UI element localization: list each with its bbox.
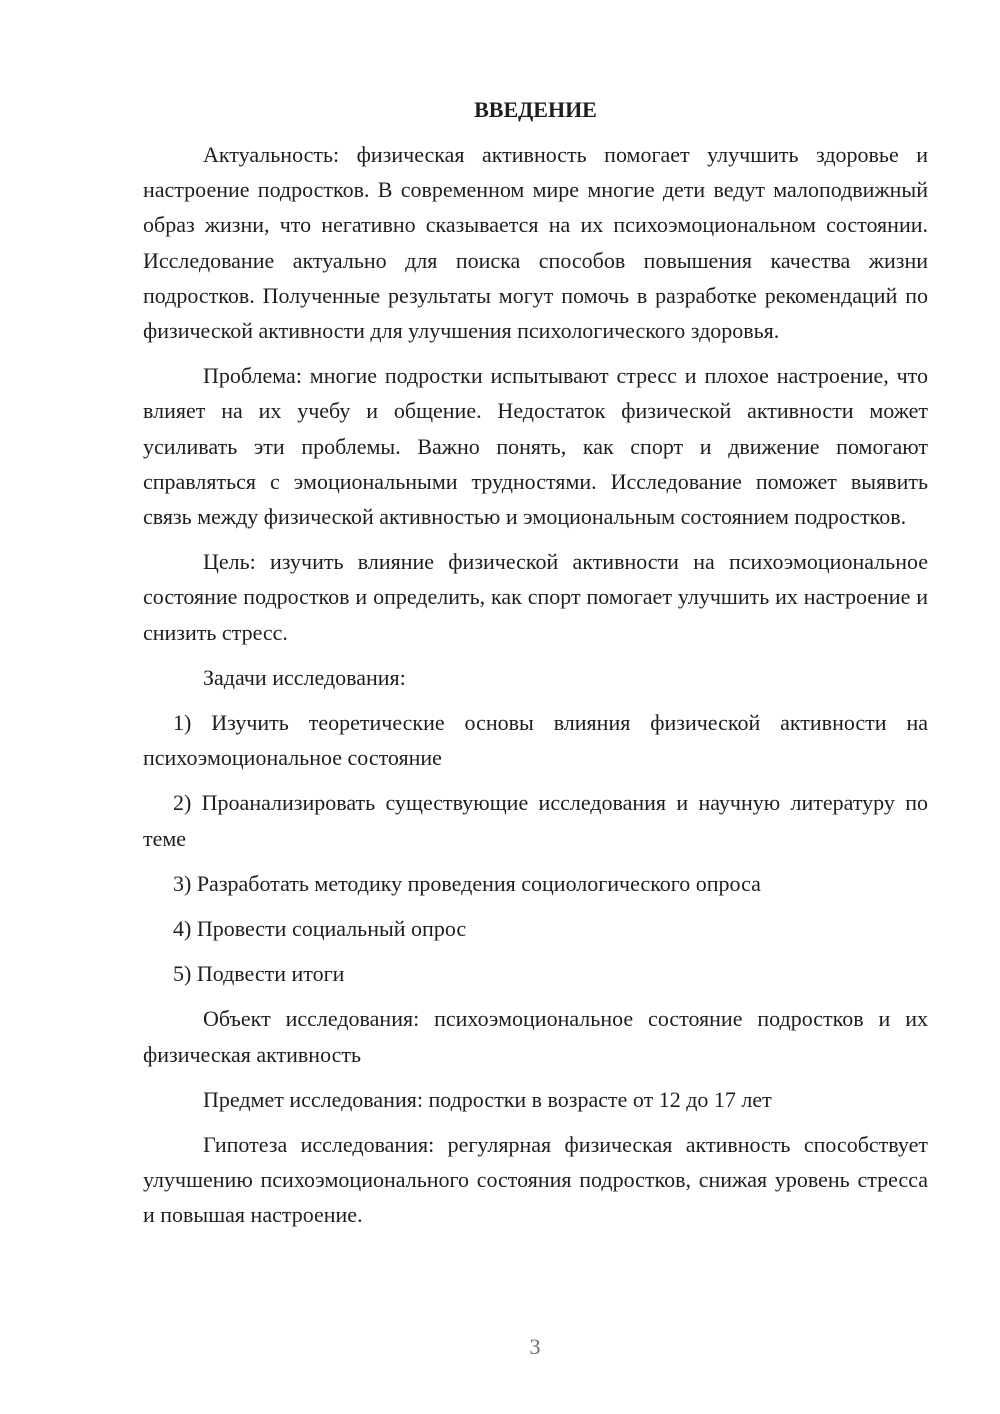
object-paragraph: Объект исследования: психоэмоциональное состояние подростков и их физическая активность [143,1006,928,1067]
list-item: 3) Разработать методику проведения социологического опроса [173,870,761,896]
list-item: 1) Изучить теоретические основы влияния физической активности на психоэмоциональное состояние [143,710,928,771]
list-item: 2) Проанализировать существующие исследования и научную литературу по теме [143,790,928,851]
hypothesis-paragraph: Гипотеза исследования: регулярная физическая активность способствует улучшению психоэмоционального состояния подростков, снижая уровень стресса и повышая настроение. [143,1132,928,1228]
goal-paragraph: Цель: изучить влияние физической активности на психоэмоциональное состояние подростков и определить, как спорт помогает улучшить их настроение и снизить стресс. [143,549,928,645]
tasks-list [143,705,928,991]
list-item: 4) Провести социальный опрос [173,916,467,942]
subject-paragraph: Предмет исследования: подростки в возрасте от 12 до 17 лет [203,1086,772,1112]
relevance-paragraph: Актуальность: физическая активность помогает улучшить здоровье и настроение подростков. В современном мире многие дети ведут малоподвижный образ жизни, что негативно сказывается на их психоэмоциональном состоянии. Исследование актуально для поиска способов повышения качества жизни подростков. Полученные результаты могут помочь в разработке рекомендаций по физической активности для улучшения психологического здоровья. [143,142,928,344]
page-content [143,92,928,1243]
problem-paragraph: Проблема: многие подростки испытывают стресс и плохое настроение, что влияет на их учебу и общение. Недостаток физической активности может усиливать эти проблемы. Важно понять, как спорт и движение помогают справляться с эмоциональными трудностями. Исследование поможет выявить связь между физической активностью и эмоциональным состоянием подростков. [143,363,928,530]
tasks-title: Задачи исследования: [203,664,406,690]
list-item: 5) Подвести итоги [173,961,345,987]
section-heading: ВВЕДЕНИЕ [474,97,597,122]
page-number: 3 [529,1334,541,1359]
